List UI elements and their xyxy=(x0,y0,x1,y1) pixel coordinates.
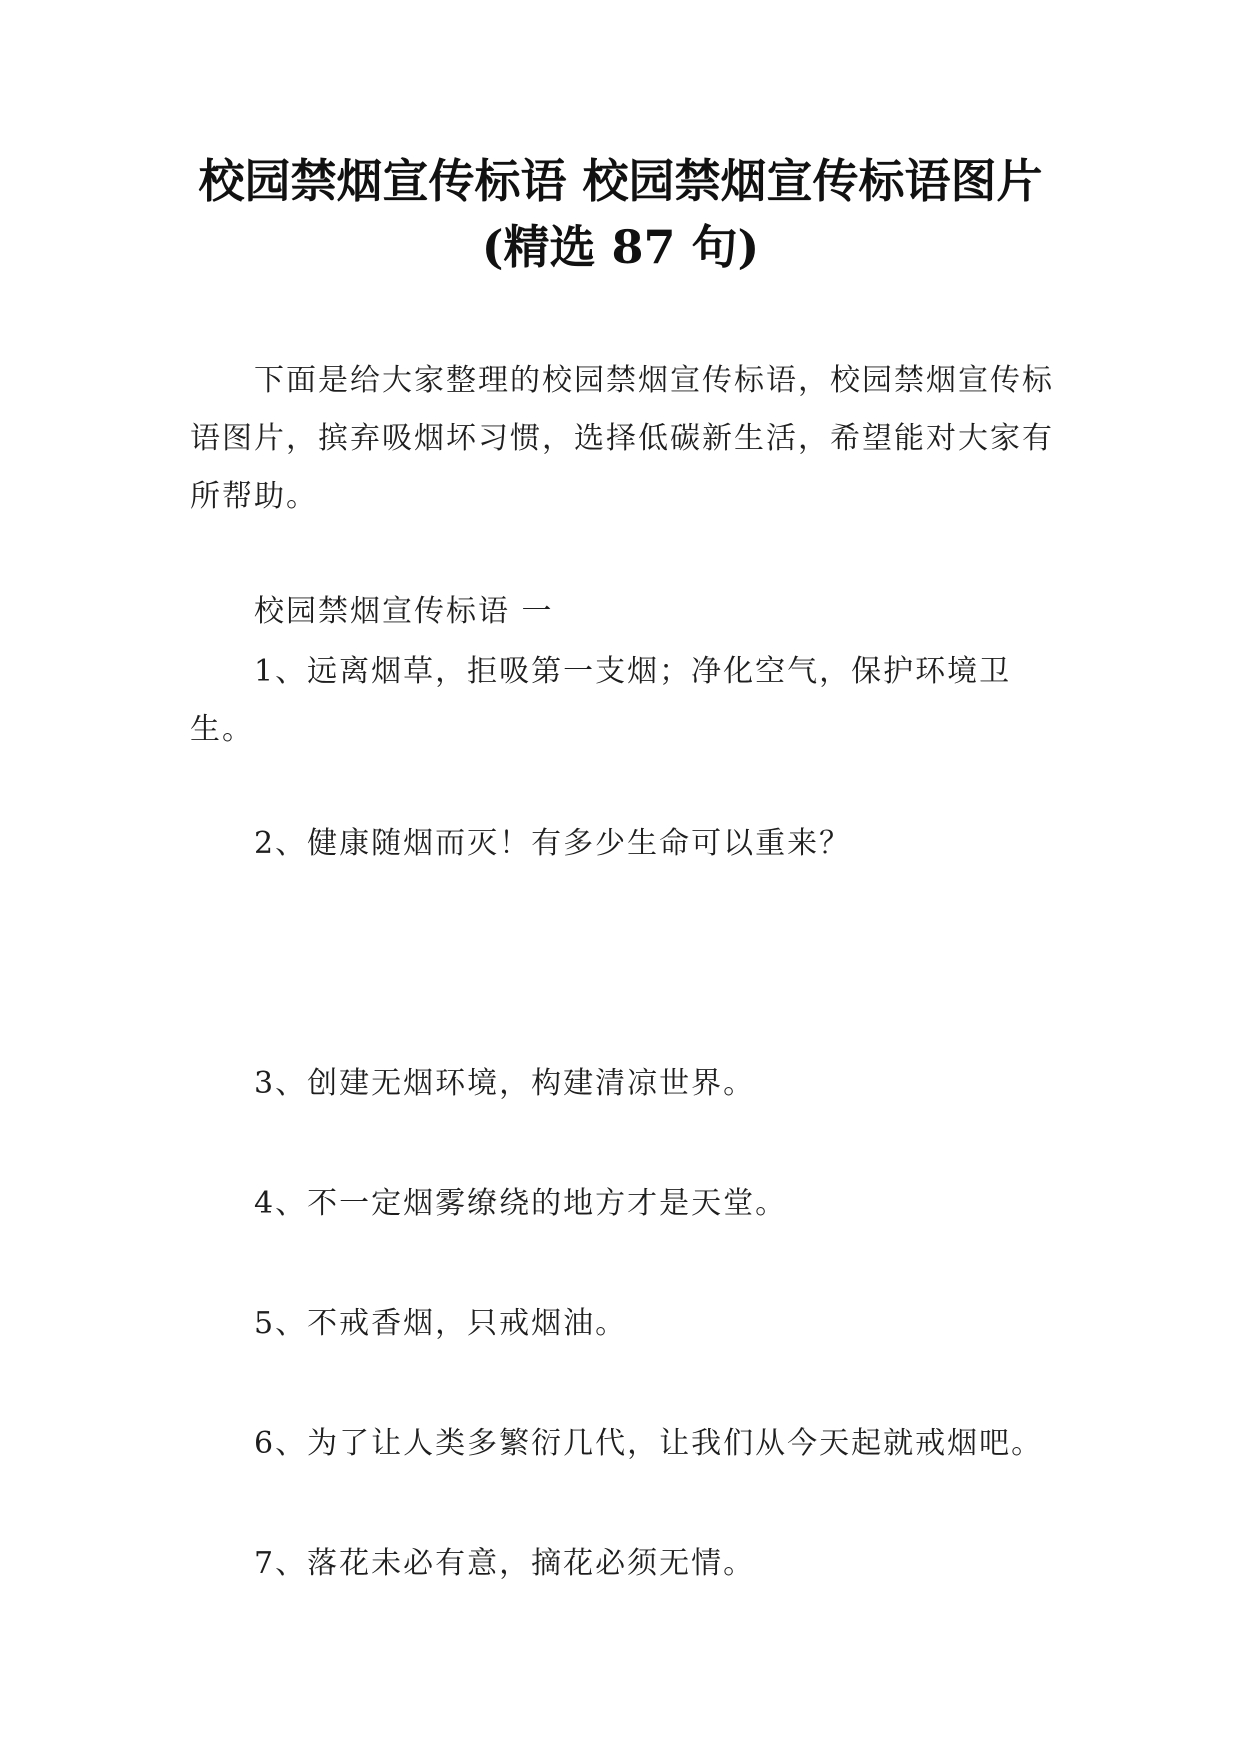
slogan-item: 2、健康随烟而灭！有多少生命可以重来？ xyxy=(254,826,852,861)
section-heading: 校园禁烟宣传标语 一 xyxy=(254,594,554,629)
intro-paragraph: 下面是给大家整理的校园禁烟宣传标语，校园禁烟宣传标语图片，摈弃吸烟坏习惯，选择低碳新生活，希望能对大家有所帮助。 xyxy=(190,363,1054,514)
slogan-item: 1、远离烟草，拒吸第一支烟；净化空气，保护环境卫生。 xyxy=(190,654,1012,747)
document-title xyxy=(150,148,1091,280)
slogan-item: 3、创建无烟环境，构建清凉世界。 xyxy=(254,1066,756,1101)
title-line-2: (精选 87 句) xyxy=(481,220,760,274)
slogan-item: 6、为了让人类多繁衍几代，让我们从今天起就戒烟吧。 xyxy=(254,1426,1044,1461)
slogan-item: 4、不一定烟雾缭绕的地方才是天堂。 xyxy=(254,1186,788,1221)
slogan-item: 5、不戒香烟，只戒烟油。 xyxy=(254,1306,628,1341)
slogan-item: 7、落花未必有意，摘花必须无情。 xyxy=(254,1546,756,1581)
title-line-1: 校园禁烟宣传标语 校园禁烟宣传标语图片 xyxy=(198,154,1043,208)
